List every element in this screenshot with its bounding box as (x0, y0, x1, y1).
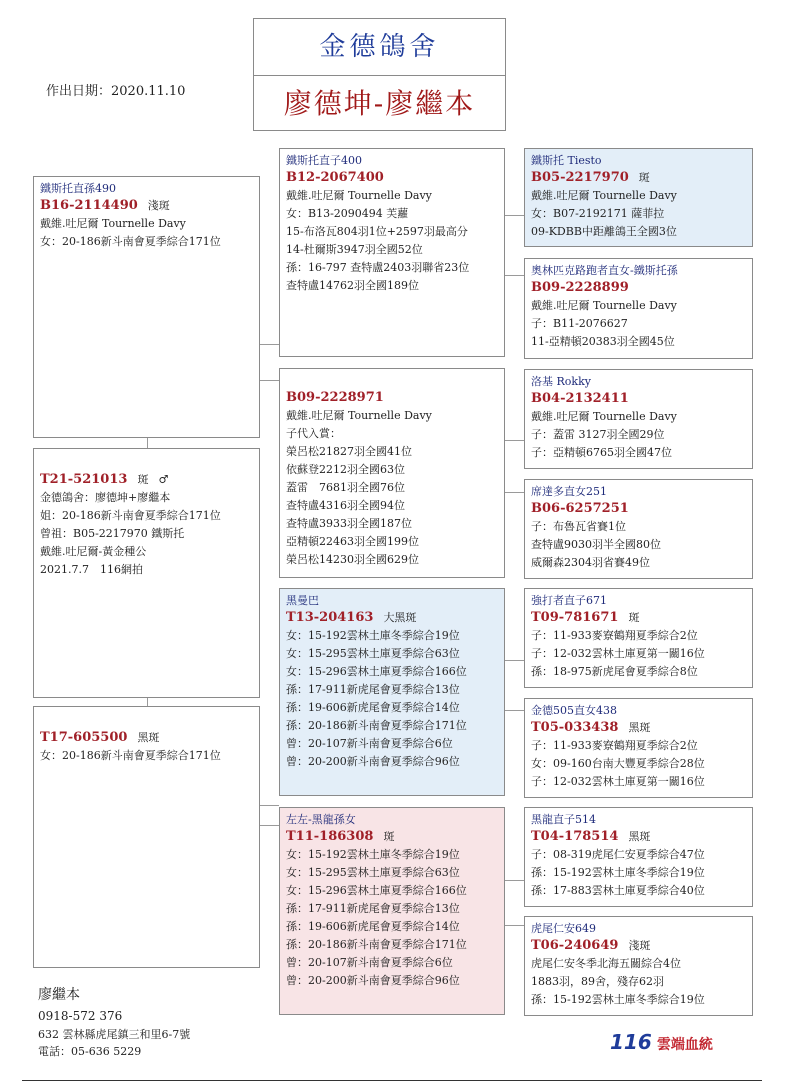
connector (505, 880, 524, 881)
gen3-name: 金德505直女438 (531, 704, 617, 717)
gen2-name: 左左-黑龍孫女 (286, 813, 356, 826)
gen3-line: 子：12-032雲林土庫夏第一關16位 (531, 647, 705, 660)
loft-name: 金德鴿舍 (254, 19, 505, 76)
gen3-line: 11-亞精頓20383羽全國45位 (531, 335, 675, 348)
gen3-line: 孫：18-975新虎尾會夏季綜合8位 (531, 665, 698, 678)
gen3-line: 威爾森2304羽省賽49位 (531, 556, 650, 569)
connector (505, 215, 524, 216)
gen3-box (524, 258, 753, 359)
gen2-line: 蓋雷 7681羽全國76位 (286, 481, 405, 494)
gen2-box (279, 807, 505, 1015)
sire-line: 女：20-186新斗南會夏季綜合171位 (40, 235, 221, 248)
gen2-line: 女：15-295雲林土庫夏季綜合63位 (286, 866, 460, 879)
gen3-ring: B04-2132411 (531, 391, 629, 406)
pigeon-line: 姐：20-186新斗南會夏季綜合171位 (40, 509, 221, 522)
sire-box (33, 176, 260, 438)
gen2-line: 孫：17-911新虎尾會夏季綜合13位 (286, 902, 460, 915)
gen3-name: 鐵斯托 Tiesto (531, 154, 602, 167)
gen2-box (279, 148, 505, 357)
owner-name: 廖繼本 (38, 987, 80, 1003)
gen3-line: 子：B11-2076627 (531, 317, 628, 330)
gen2-line: 戴維.吐尼爾 Tournelle Davy (286, 409, 432, 422)
gen2-line: 女：15-192雲林土庫冬季綜合19位 (286, 629, 460, 642)
gen2-line: 孫：17-911新虎尾會夏季綜合13位 (286, 683, 460, 696)
gen2-line: 孫：20-186新斗南會夏季綜合171位 (286, 719, 467, 732)
gen3-line: 孫：17-883雲林土庫夏季綜合40位 (531, 884, 705, 897)
gen3-ring: T09-781671 斑 (531, 610, 640, 625)
gen3-line: 戴維.吐尼爾 Tournelle Davy (531, 299, 677, 312)
gen3-line: 子：12-032雲林土庫夏第一關16位 (531, 775, 705, 788)
gen3-box (524, 807, 753, 907)
gen3-line: 子：蓋雷 3127羽全國29位 (531, 428, 665, 441)
gen3-name: 虎尾仁安649 (531, 922, 596, 935)
connector (505, 440, 524, 441)
gen3-ring: B09-2228899 (531, 280, 629, 295)
gen2-box (279, 588, 505, 796)
gen2-line: 亞精頓22463羽全國199位 (286, 535, 419, 548)
title-box (253, 18, 506, 131)
owner-phone: 0918-572 376 (38, 1009, 123, 1023)
gen3-box (524, 479, 753, 579)
gen3-box (524, 148, 753, 247)
gen2-line: 孫：19-606新虎尾會夏季綜合14位 (286, 701, 460, 714)
gen3-name: 強打者直子671 (531, 594, 607, 607)
date-line (46, 80, 185, 99)
gen2-ring: T13-204163 大黑斑 (286, 610, 417, 625)
gen3-box (524, 369, 753, 469)
gen2-line: 孫：19-606新虎尾會夏季綜合14位 (286, 920, 460, 933)
dam-ring: T17-605500 黑斑 (40, 730, 160, 745)
pigeon-line: 2021.7.7 116網拍 (40, 563, 143, 576)
gen3-line: 1883羽，89舍，殘存62羽 (531, 975, 664, 988)
gen2-line: 曾：20-107新斗南會夏季綜合6位 (286, 956, 453, 969)
dam-box (33, 706, 260, 968)
gen2-line: 查特盧14762羽全國189位 (286, 279, 419, 292)
gen2-ring: T11-186308 斑 (286, 829, 395, 844)
pigeon-ring: T21-521013 斑 ♂ (40, 472, 169, 487)
owner-contact (38, 984, 190, 1060)
date-label: 作出日期： (46, 84, 112, 99)
gen3-name: 黑龍直子514 (531, 813, 596, 826)
connector (505, 710, 524, 711)
gen3-line: 子：布魯瓦省賽1位 (531, 520, 626, 533)
connector (260, 805, 279, 806)
logo-text: 雲端血統 (656, 1037, 713, 1053)
pigeon-line: 金德鴿舍：廖德坤+廖繼本 (40, 491, 171, 504)
gen2-line: 15-布洛瓦804羽1位+2597羽最高分 (286, 225, 468, 238)
gen2-line: 孫：20-186新斗南會夏季綜合171位 (286, 938, 467, 951)
gen3-line: 虎尾仁安冬季北海五關綜合4位 (531, 957, 681, 970)
gen3-ring: T06-240649 淺斑 (531, 938, 651, 953)
connector (505, 660, 524, 661)
connector (260, 380, 279, 381)
gen2-line: 查特盧3933羽全國187位 (286, 517, 412, 530)
gen3-line: 09-KDBB中距離鴿王全國3位 (531, 225, 677, 238)
gen2-box (279, 368, 505, 578)
gen2-line: 女：15-296雲林土庫夏季綜合166位 (286, 884, 467, 897)
gen2-line: 榮呂松21827羽全國41位 (286, 445, 412, 458)
gen2-line: 子代入賞： (286, 427, 341, 440)
gen3-line: 查特盧9030羽半全國80位 (531, 538, 661, 551)
gen2-line: 查特盧4316羽全國94位 (286, 499, 405, 512)
gen2-line: 依蘇登2212羽全國63位 (286, 463, 405, 476)
gen3-ring: B05-2217970 斑 (531, 170, 650, 185)
logo-number: 116 (610, 1030, 652, 1054)
gen3-ring: T05-033438 黑斑 (531, 720, 651, 735)
connector (505, 275, 524, 276)
gen2-line: 女：15-192雲林土庫冬季綜合19位 (286, 848, 460, 861)
date-value: 2020.11.10 (111, 84, 186, 99)
gen2-line: 女：15-296雲林土庫夏季綜合166位 (286, 665, 467, 678)
pigeon-box (33, 448, 260, 698)
gen3-name: 洛基 Rokky (531, 375, 591, 388)
gen3-name: 席達多直女251 (531, 485, 607, 498)
gen2-line: 曾：20-107新斗南會夏季綜合6位 (286, 737, 453, 750)
gen3-line: 戴維.吐尼爾 Tournelle Davy (531, 189, 677, 202)
gen3-name: 奧林匹克路跑者直女-鐵斯托孫 (531, 264, 678, 277)
gen3-box (524, 698, 753, 798)
connector (260, 344, 279, 345)
gen2-line: 曾：20-200新斗南會夏季綜合96位 (286, 974, 460, 987)
gen3-line: 女：09-160台南大豐夏季綜合28位 (531, 757, 705, 770)
gen2-line: 戴維.吐尼爾 Tournelle Davy (286, 189, 432, 202)
gen2-line: 榮呂松14230羽全國629位 (286, 553, 419, 566)
gen2-name: 黑曼巴 (286, 594, 319, 607)
divider (22, 1080, 762, 1081)
dam-line: 女：20-186新斗南會夏季綜合171位 (40, 749, 221, 762)
gen3-ring: T04-178514 黑斑 (531, 829, 651, 844)
gen3-line: 子：亞精頓6765羽全國47位 (531, 446, 672, 459)
gen3-ring: B06-6257251 (531, 501, 629, 516)
logo (610, 1030, 713, 1054)
sire-line: 戴維.吐尼爾 Tournelle Davy (40, 217, 186, 230)
gen3-line: 子：11-933麥寮鶴翔夏季綜合2位 (531, 739, 698, 752)
pigeon-line: 曾祖：B05-2217970 鐵斯托 (40, 527, 185, 540)
connector (260, 825, 279, 826)
gen3-line: 孫：15-192雲林土庫冬季綜合19位 (531, 866, 705, 879)
sire-ring: B16-2114490 淺斑 (40, 198, 170, 213)
connector (147, 698, 148, 706)
gen3-box (524, 588, 753, 688)
gen3-box (524, 916, 753, 1016)
gen2-ring: B09-2228971 (286, 390, 384, 405)
connector (147, 438, 148, 448)
connector (505, 492, 524, 493)
connector (505, 925, 524, 926)
gen2-line: 女：B13-2090494 芙蘿 (286, 207, 409, 220)
gen2-line: 曾：20-200新斗南會夏季綜合96位 (286, 755, 460, 768)
gen2-name: 鐵斯托直子400 (286, 154, 362, 167)
owner-names: 廖德坤-廖繼本 (283, 87, 476, 120)
gen3-line: 子：08-319虎尾仁安夏季綜合47位 (531, 848, 705, 861)
gen3-line: 子：11-933麥寮鶴翔夏季綜合2位 (531, 629, 698, 642)
owner-tel: 電話：05-636 5229 (38, 1045, 142, 1058)
pigeon-line: 戴維.吐尼爾-黃金種公 (40, 545, 147, 558)
sire-name: 鐵斯托直孫490 (40, 182, 116, 195)
gen2-line: 孫：16-797 查特盧2403羽聯省23位 (286, 261, 470, 274)
gen3-line: 孫：15-192雲林土庫冬季綜合19位 (531, 993, 705, 1006)
gen3-line: 戴維.吐尼爾 Tournelle Davy (531, 410, 677, 423)
owner-address: 632 雲林縣虎尾鎮三和里6-7號 (38, 1028, 191, 1041)
gen2-ring: B12-2067400 (286, 170, 384, 185)
gen2-line: 14-杜爾斯3947羽全國52位 (286, 243, 423, 256)
gen2-line: 女：15-295雲林土庫夏季綜合63位 (286, 647, 460, 660)
gen3-line: 女：B07-2192171 薩菲拉 (531, 207, 665, 220)
